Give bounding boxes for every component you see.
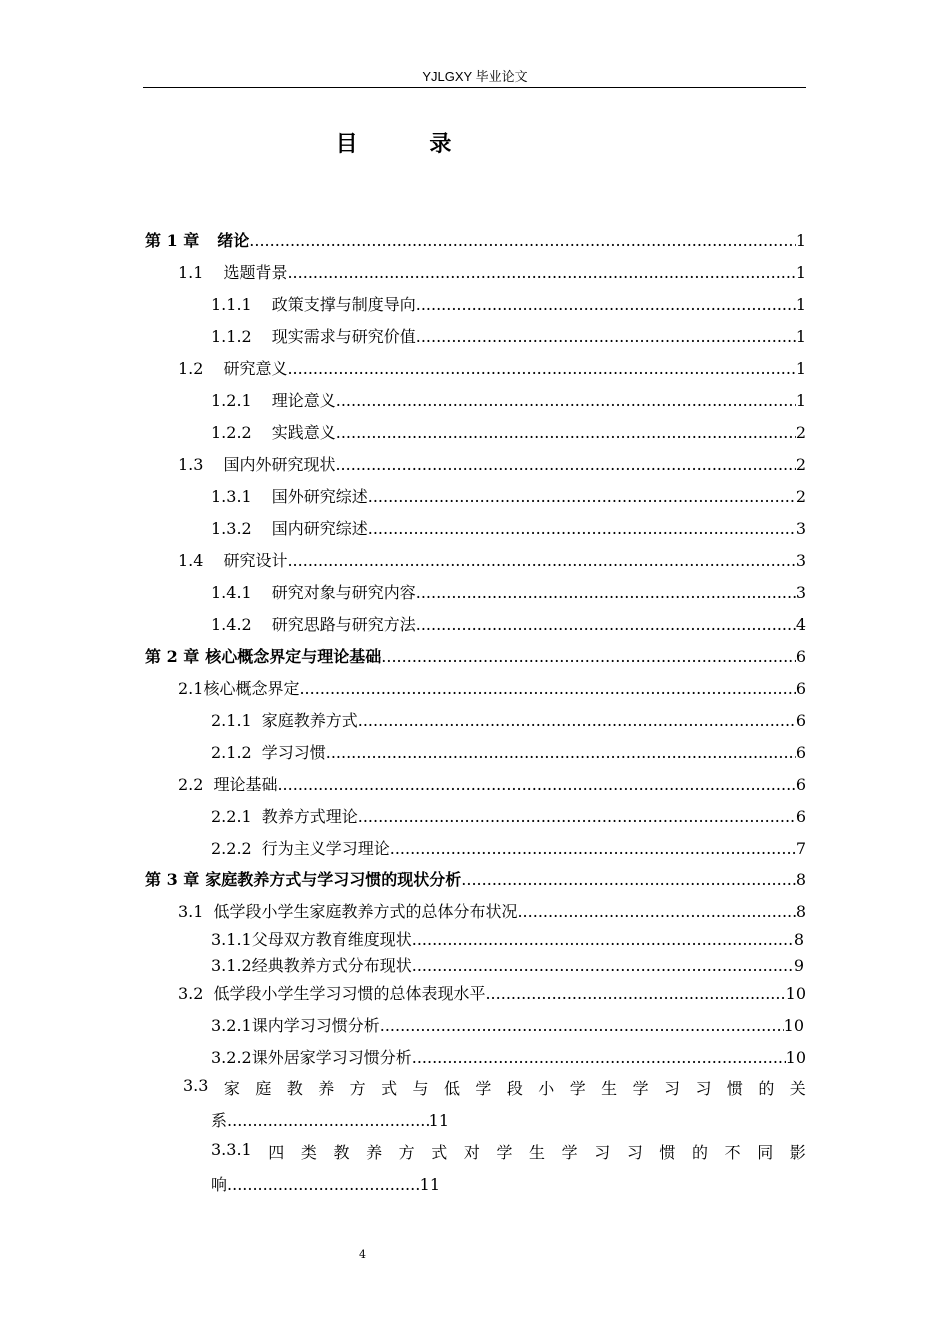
toc-entry-char: 教 [333, 1143, 350, 1162]
toc-leader-dots [336, 391, 796, 410]
toc-entry-label: 家庭教养方式与学习习惯的现状分析 [205, 870, 462, 889]
toc-entry-label: 行为主义学习理论 [261, 839, 390, 858]
toc-entry-number: 第 1 章 [145, 231, 200, 250]
toc-entry[interactable] [178, 899, 806, 921]
toc-entry-number: 1.2 [178, 359, 204, 378]
toc-leader-dots [299, 679, 795, 698]
toc-entry-char: 学 [632, 1079, 649, 1098]
toc-entry-number: 第 2 章 [145, 647, 200, 666]
toc-leader-dots [287, 359, 795, 378]
toc-leader-dots [227, 1111, 429, 1130]
toc-entry-page: 9 [793, 956, 804, 975]
toc-entry[interactable] [178, 548, 806, 570]
toc-entry[interactable] [145, 867, 806, 889]
toc-entry-continuation[interactable] [211, 1108, 449, 1130]
toc-entry-char: 式 [431, 1143, 448, 1162]
toc-entry-number: 1.1 [178, 263, 204, 282]
toc-entry-number: 3.1.2 [211, 956, 252, 975]
toc-entry-number: 3.2 [178, 984, 204, 1003]
toc-entry[interactable] [211, 612, 806, 634]
toc-leader-dots [461, 870, 796, 889]
toc-entry[interactable] [211, 740, 806, 762]
toc-entry-char: 庭 [255, 1079, 272, 1098]
toc-entry-number: 1.2.1 [211, 391, 252, 410]
toc-entry-label: 研究设计 [223, 551, 288, 570]
toc-entry-number: 3.2.2 [211, 1048, 252, 1067]
toc-entry[interactable] [211, 580, 806, 602]
toc-entry-number: 1.4.2 [211, 615, 252, 634]
toc-entry-char: 小 [538, 1079, 555, 1098]
toc-entry-label: 核心概念界定与理论基础 [205, 647, 382, 666]
toc-entry-char: 的 [758, 1079, 775, 1098]
toc-entry-page: 6 [795, 807, 806, 826]
toc-entry-char: 家 [223, 1079, 240, 1098]
toc-entry-char: 四 [268, 1143, 285, 1162]
toc-entry-number: 1.3 [178, 455, 204, 474]
toc-entry-number: 3.2.1 [211, 1016, 252, 1035]
toc-entry-char: 养 [366, 1143, 383, 1162]
toc-leader-dots [485, 984, 785, 1003]
toc-entry-label: 研究思路与研究方法 [271, 615, 416, 634]
header-text: YJLGXY 毕业论文 [422, 69, 528, 84]
toc-entry-page: 2 [795, 455, 806, 474]
toc-leader-dots [412, 930, 794, 949]
toc-entry-char: 学 [569, 1079, 586, 1098]
toc-entry-char: 方 [349, 1079, 366, 1098]
toc-entry[interactable] [211, 1013, 804, 1035]
toc-entry[interactable] [211, 324, 806, 346]
toc-leader-dots [381, 647, 796, 666]
toc-entry-number: 1.4.1 [211, 583, 252, 602]
toc-entry[interactable] [211, 804, 806, 826]
toc-entry[interactable] [211, 1140, 806, 1164]
toc-entry-label: 学习习惯 [261, 743, 326, 762]
toc-entry[interactable] [211, 953, 804, 975]
toc-entry-page: 1 [795, 231, 806, 250]
toc-entry-label: 低学段小学生学习习惯的总体表现水平 [213, 984, 486, 1003]
toc-entry-page: 4 [795, 615, 806, 634]
toc-leader-dots [358, 711, 796, 730]
toc-entry[interactable] [145, 228, 806, 250]
toc-entry-char: 学 [496, 1143, 513, 1162]
toc-entry-char: 式 [381, 1079, 398, 1098]
toc-entry-number: 1.4 [178, 551, 204, 570]
toc-entry-page: 1 [795, 295, 806, 314]
toc-entry[interactable] [211, 484, 806, 506]
toc-entry-page: 8 [795, 902, 806, 921]
toc-entry[interactable] [211, 388, 806, 410]
toc-entry[interactable] [145, 644, 806, 666]
toc-entry-char: 段 [506, 1079, 523, 1098]
header-rule [143, 87, 806, 88]
toc-entry-char: 学 [475, 1079, 492, 1098]
toc-entry-page: 10 [785, 984, 806, 1003]
toc-entry-label: 理论意义 [271, 391, 336, 410]
toc-leader-dots [390, 839, 796, 858]
toc-leader-dots [412, 1048, 786, 1067]
toc-entry-page: 6 [795, 647, 806, 666]
toc-entry-page: 11 [428, 1111, 449, 1130]
toc-entry-label: 选题背景 [223, 263, 288, 282]
toc-entry-label: 研究对象与研究内容 [271, 583, 416, 602]
toc-entry-char: 习 [664, 1079, 681, 1098]
toc-entry[interactable] [178, 452, 806, 474]
toc-leader-dots [368, 519, 796, 538]
toc-entry-number: 2.1 [178, 679, 204, 698]
toc-entry-number: 1.1.2 [211, 327, 252, 346]
toc-entry-label: 家庭教养方式 [261, 711, 358, 730]
toc-entry-number: 第 3 章 [145, 870, 200, 889]
toc-entry-page: 11 [419, 1175, 440, 1194]
toc-entry-number: 2.2 [178, 775, 204, 794]
toc-entry-page: 3 [795, 583, 806, 602]
toc-entry-label: 现实需求与研究价值 [271, 327, 416, 346]
toc-entry-char: 影 [789, 1143, 806, 1162]
toc-leader-dots [336, 423, 796, 442]
toc-entry[interactable] [211, 292, 806, 314]
toc-entry-char: 与 [412, 1079, 429, 1098]
toc-entry-char: 养 [318, 1079, 335, 1098]
toc-entry-label: 父母双方教育维度现状 [251, 930, 412, 949]
toc-leader-dots [416, 583, 796, 602]
toc-leader-dots [326, 743, 796, 762]
toc-entry-char: 低 [443, 1079, 460, 1098]
toc-entry[interactable] [211, 516, 806, 538]
toc-leader-dots [249, 231, 796, 250]
toc-entry-label: 政策支撑与制度导向 [271, 295, 416, 314]
toc-entry-page: 3 [795, 551, 806, 570]
toc-entry-char: 对 [463, 1143, 480, 1162]
toc-entry-char: 学 [561, 1143, 578, 1162]
toc-entry-char: 习 [594, 1143, 611, 1162]
toc-entry-char: 类 [300, 1143, 317, 1162]
toc-entry[interactable] [178, 981, 806, 1003]
toc-entry-page: 2 [795, 423, 806, 442]
page-number: 4 [359, 1248, 366, 1261]
toc-entry-label: 系 [211, 1111, 228, 1130]
toc-entry-continuation[interactable] [211, 1172, 440, 1194]
toc-entry-char: 3.3.1 [211, 1140, 252, 1159]
toc-entry-number: 2.1.1 [211, 711, 252, 730]
toc-entry-char: 同 [757, 1143, 774, 1162]
toc-entry-page: 10 [783, 1016, 804, 1035]
toc-entry-label: 课内学习习惯分析 [251, 1016, 380, 1035]
toc-leader-dots [517, 902, 795, 921]
toc-entry-label: 理论基础 [213, 775, 278, 794]
toc-entry[interactable] [178, 356, 806, 378]
toc-entry-page: 6 [795, 679, 806, 698]
toc-entry-number: 1.2.2 [211, 423, 252, 442]
toc-entry-label: 低学段小学生家庭教养方式的总体分布状况 [213, 902, 518, 921]
toc-entry-page: 6 [795, 711, 806, 730]
toc-entry[interactable] [178, 772, 806, 794]
toc-entry-label: 核心概念界定 [203, 679, 300, 698]
toc-entry-page: 1 [795, 263, 806, 282]
toc-entry-label: 研究意义 [223, 359, 288, 378]
toc-entry-number: 2.1.2 [211, 743, 252, 762]
toc-leader-dots [416, 615, 796, 634]
toc-leader-dots [287, 551, 795, 570]
toc-entry-label: 教养方式理论 [261, 807, 358, 826]
toc-entry-label: 经典教养方式分布现状 [251, 956, 412, 975]
toc-entry[interactable] [211, 420, 806, 442]
toc-entry-page: 6 [795, 743, 806, 762]
toc-entry-label: 响 [211, 1175, 228, 1194]
toc-entry-char: 方 [398, 1143, 415, 1162]
toc-leader-dots [277, 775, 795, 794]
toc-entry[interactable] [211, 708, 806, 730]
toc-leader-dots [227, 1175, 420, 1194]
toc-entry[interactable] [211, 927, 804, 949]
toc-entry[interactable] [183, 1076, 806, 1100]
toc-entry-page: 8 [795, 870, 806, 889]
toc-entry-number: 1.3.2 [211, 519, 252, 538]
toc-entry-char: 生 [601, 1079, 618, 1098]
toc-entry-page: 7 [795, 839, 806, 858]
toc-entry-char: 关 [789, 1079, 806, 1098]
toc-entry-page: 3 [795, 519, 806, 538]
toc-entry-label: 国外研究综述 [271, 487, 368, 506]
toc-entry-page: 1 [795, 391, 806, 410]
toc-entry-label: 国内研究综述 [271, 519, 368, 538]
toc-entry-char: 的 [692, 1143, 709, 1162]
toc-entry-char: 习 [695, 1079, 712, 1098]
toc-entry-label: 绪论 [217, 231, 250, 250]
toc-leader-dots [416, 295, 796, 314]
toc-entry-page: 1 [795, 327, 806, 346]
toc-leader-dots [416, 327, 796, 346]
toc-entry-number: 2.2.2 [211, 839, 252, 858]
toc-entry-char: 惯 [659, 1143, 676, 1162]
toc-leader-dots [380, 1016, 784, 1035]
toc-entry-char: 3.3 [183, 1076, 209, 1095]
toc-entry-page: 6 [795, 775, 806, 794]
toc-entry-page: 10 [785, 1048, 806, 1067]
toc-entry-char: 教 [286, 1079, 303, 1098]
toc-entry-char: 惯 [726, 1079, 743, 1098]
toc-entry[interactable] [211, 836, 806, 858]
toc-leader-dots [358, 807, 796, 826]
toc-leader-dots [287, 263, 795, 282]
toc-leader-dots [335, 455, 795, 474]
toc-entry-number: 1.3.1 [211, 487, 252, 506]
toc-entry-number: 1.1.1 [211, 295, 252, 314]
toc-entry-label: 国内外研究现状 [223, 455, 336, 474]
toc-leader-dots [412, 956, 794, 975]
toc-entry-label: 实践意义 [271, 423, 336, 442]
toc-leader-dots [368, 487, 796, 506]
toc-entry-number: 3.1.1 [211, 930, 252, 949]
toc-entry-char: 生 [529, 1143, 546, 1162]
toc-entry[interactable] [178, 676, 806, 698]
page-title: 目 录 [335, 131, 484, 157]
toc-entry-page: 2 [795, 487, 806, 506]
toc-entry[interactable] [211, 1045, 806, 1067]
toc-entry-number: 2.2.1 [211, 807, 252, 826]
toc-entry-page: 8 [793, 930, 804, 949]
toc-entry-page: 1 [795, 359, 806, 378]
toc-entry-char: 不 [724, 1143, 741, 1162]
toc-entry-label: 课外居家学习习惯分析 [251, 1048, 412, 1067]
toc-entry-number: 3.1 [178, 902, 204, 921]
toc-entry-char: 习 [626, 1143, 643, 1162]
toc-entry[interactable] [178, 260, 806, 282]
